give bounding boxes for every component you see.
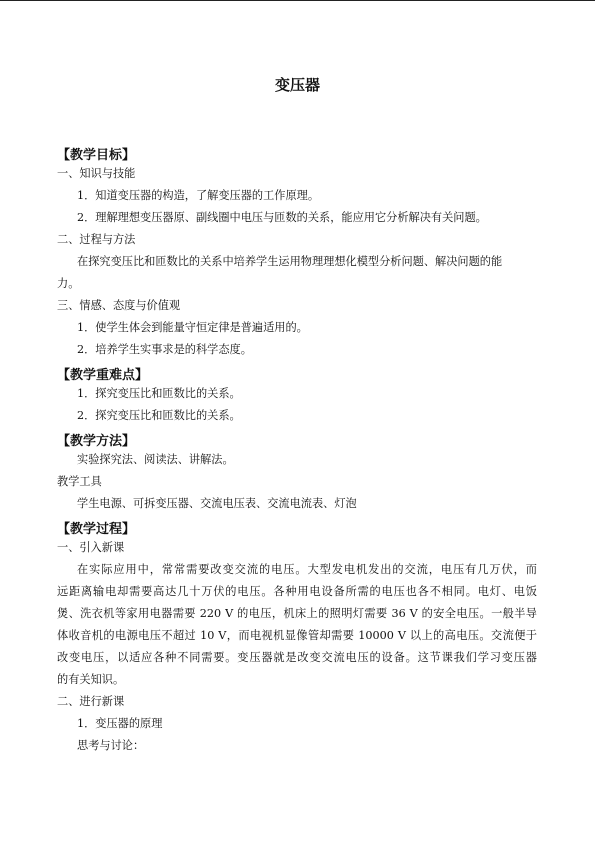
subheading-knowledge: 一、知识与技能 xyxy=(57,167,136,180)
section-heading-process: 【教学过程】 xyxy=(57,522,136,537)
methods-text: 实验探究法、阅读法、讲解法。 xyxy=(77,453,234,466)
list-item: 1．变压器的原理 xyxy=(77,717,163,730)
section-heading-key-points: 【教学重难点】 xyxy=(57,368,149,383)
list-item: 2．探究变压比和匝数比的关系。 xyxy=(77,409,241,422)
tools-text: 学生电源、可拆变压器、交流电压表、交流电流表、灯泡 xyxy=(77,497,357,510)
paragraph-line: 改变电压，以适应各种不同需要。变压器就是改变交流电压的设备。这节课我们学习变压器 xyxy=(57,651,537,664)
document-title: 变压器 xyxy=(274,76,320,94)
tools-label: 教学工具 xyxy=(57,475,102,488)
paragraph-line: 的有关知识。 xyxy=(57,673,125,686)
list-item: 2．理解理想变压器原、副线圈中电压与匝数的关系，能应用它分析解决有关问题。 xyxy=(77,211,487,224)
paragraph-line: 远距离输电却需要高达几十万伏的电压。各种用电设备所需的电压也各不相同。电灯、电饭 xyxy=(57,585,537,598)
list-item: 1．使学生体会到能量守恒定律是普遍适用的。 xyxy=(77,321,308,334)
header-rule xyxy=(0,0,595,1)
list-item: 2．培养学生实事求是的科学态度。 xyxy=(77,343,252,356)
paragraph-line: 体收音机的电源电压不超过 10 V，而电视机显像管却需要 10000 V 以上的高电压。交流便于 xyxy=(57,629,537,642)
section-heading-objectives: 【教学目标】 xyxy=(57,148,136,163)
paragraph-line: 力。 xyxy=(57,277,80,290)
discussion-label: 思考与讨论： xyxy=(77,739,145,752)
paragraph-line: 煲、洗衣机等家用电器需要 220 V 的电压，机床上的照明灯需要 36 V 的安全电压。一般半导 xyxy=(57,607,537,620)
subheading-intro: 一、引入新课 xyxy=(57,541,125,554)
paragraph-line: 在实际应用中，常常需要改变交流的电压。大型发电机发出的交流，电压有几万伏，而 xyxy=(77,563,537,576)
subheading-values: 三、情感、态度与价值观 xyxy=(57,299,181,312)
list-item: 1．知道变压器的构造，了解变压器的工作原理。 xyxy=(77,189,320,202)
list-item: 1．探究变压比和匝数比的关系。 xyxy=(77,387,241,400)
subheading-new-lesson: 二、进行新课 xyxy=(57,695,125,708)
section-heading-methods: 【教学方法】 xyxy=(57,434,136,449)
subheading-process: 二、过程与方法 xyxy=(57,233,136,246)
paragraph-line: 在探究变压比和匝数比的关系中培养学生运用物理理想化模型分析问题、解决问题的能 xyxy=(77,255,503,268)
